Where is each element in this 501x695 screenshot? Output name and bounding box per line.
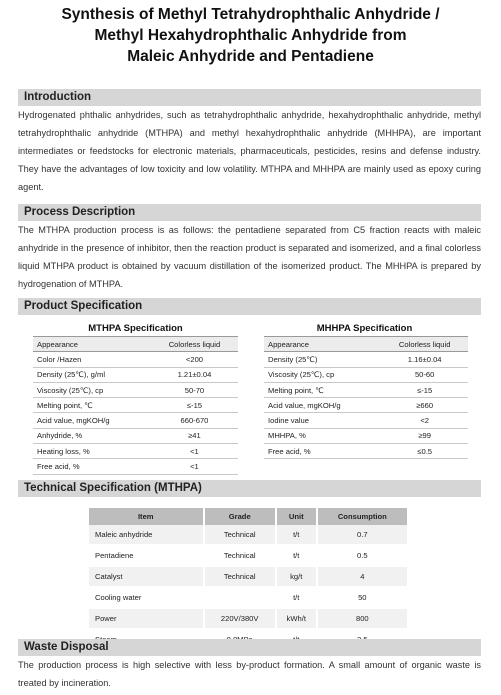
spec-row — [264, 398, 468, 413]
spec-row — [264, 382, 468, 397]
table-cell: t/t — [276, 545, 317, 566]
title-line-2: Methyl Hexahydrophthalic Anhydride from — [94, 27, 407, 44]
spec-row — [264, 367, 468, 382]
technical-spec-table — [87, 508, 407, 651]
spec-row — [264, 444, 468, 459]
waste-text: The production process is high selective with less by-product formation. A small amount of organic waste is treated by incineration. — [18, 660, 481, 688]
title-line-3: Maleic Anhydride and Pentadiene — [127, 48, 374, 65]
spec-property: Melting point, ℃ — [268, 385, 324, 395]
spec-property: Heating loss, % — [37, 446, 90, 456]
table-cell: 0.5 — [317, 545, 407, 566]
spec-row — [33, 459, 238, 474]
spec-value: 50-70 — [184, 385, 205, 395]
spec-header-row — [33, 337, 238, 352]
spec-row — [33, 367, 238, 382]
spec-value: <1 — [190, 462, 199, 472]
table-cell: Cooling water — [88, 587, 204, 608]
column-header: Unit — [276, 508, 317, 525]
spec-property: Viscosity (25℃), cp — [268, 370, 335, 380]
spec-property: MHHPA, % — [268, 431, 306, 441]
section-heading-introduction: Introduction — [18, 89, 481, 106]
table-row — [88, 525, 407, 545]
spec-value: 660-670 — [180, 416, 209, 426]
table-row — [88, 545, 407, 566]
section-heading-process: Process Description — [18, 204, 481, 221]
spec-value: 50-60 — [414, 370, 435, 380]
spec-property: Viscosity (25℃), cp — [37, 385, 104, 395]
table-cell: 220V/380V — [204, 608, 276, 629]
spec-value: <200 — [185, 354, 204, 364]
title-line-1: Synthesis of Methyl Tetrahydrophthalic Anhydride / — [61, 6, 440, 23]
table-cell: Maleic anhydride — [88, 525, 204, 545]
table-cell: Technical — [204, 566, 276, 587]
table-cell: 0.7 — [317, 525, 407, 545]
column-header: Consumption — [317, 508, 407, 525]
table-row — [88, 608, 407, 629]
table-cell: 800 — [317, 608, 407, 629]
spec-row — [33, 382, 238, 397]
mhhpa-spec-table — [264, 336, 468, 459]
section-heading-technical: Technical Specification (MTHPA) — [18, 480, 481, 497]
spec-value: ≤-15 — [186, 400, 203, 410]
spec-value: ≤-15 — [417, 385, 433, 395]
spec-value: <2 — [420, 416, 429, 426]
spec-value: 1.21±0.04 — [177, 370, 212, 380]
spec-header-value: Colorless liquid — [168, 339, 221, 349]
spec-header-row — [264, 337, 468, 352]
spec-property: Acid value, mgKOH/g — [37, 416, 110, 426]
table-cell: Technical — [204, 525, 276, 545]
spec-property: Free acid, % — [268, 446, 311, 456]
spec-value: 1.16±0.04 — [407, 354, 442, 364]
table-cell: t/t — [276, 525, 317, 545]
waste-paragraph — [18, 656, 481, 692]
spec-property: Acid value, mgKOH/g — [268, 400, 341, 410]
spec-header-property: Appearance — [37, 339, 78, 349]
table-cell: 4 — [317, 566, 407, 587]
spec-row — [33, 398, 238, 413]
spec-value: ≥41 — [188, 431, 201, 441]
spec-row — [33, 352, 238, 367]
section-heading-waste: Waste Disposal — [18, 639, 481, 656]
introduction-text: Hydrogenated phthalic anhydrides, such as tetrahydrophthalic anhydride, hexahydrophthalic anhydride, methyl tetrahydrophthalic anhydride (MTHPA) and methyl hexahydrophthalic anhydride (MHHPA), are important intermediates or feedstocks for electronic materials, pharmaceuticals, pesticides, resins and defense industry. They have the advantages of low toxicity and low volatility. MTHPA and MHHPA are mainly used as epoxy curing agent. — [18, 110, 481, 192]
column-header: Item — [88, 508, 204, 525]
spec-property: Density (25℃) — [268, 354, 318, 364]
spec-property: Color /Hazen — [37, 354, 82, 364]
table-cell: kg/t — [276, 566, 317, 587]
mthpa-spec-title: MTHPA Specification — [88, 323, 183, 334]
spec-property: Melting point, ℃ — [37, 400, 93, 410]
section-heading-product: Product Specification — [18, 298, 481, 315]
column-header: Grade — [204, 508, 276, 525]
spec-property: Iodine value — [268, 416, 309, 426]
spec-row — [33, 428, 238, 443]
spec-value: ≤0.5 — [417, 446, 433, 456]
table-cell: Power — [88, 608, 204, 629]
spec-property: Density (25℃), g/ml — [37, 370, 106, 380]
table-row — [88, 587, 407, 608]
table-cell: Pentadiene — [88, 545, 204, 566]
mthpa-spec-table — [33, 336, 238, 475]
spec-row — [264, 352, 468, 367]
table-cell: t/t — [276, 587, 317, 608]
table-row — [88, 566, 407, 587]
spec-value: <1 — [190, 446, 199, 456]
table-cell: Technical — [204, 545, 276, 566]
introduction-paragraph — [18, 106, 481, 196]
table-cell: 50 — [317, 587, 407, 608]
page-title — [0, 4, 501, 67]
process-text: The MTHPA production process is as follows: the pentadiene separated from C5 fraction reacts with maleic anhydride in the presence of inhibitor, then the reaction product is separated and isomerized, and a final colorless liquid MTHPA product is obtained by vacuum distillation of the isomerized product. The MHHPA is prepared by hydrogenation of MTHPA. — [18, 225, 481, 289]
spec-property: Anhydride, % — [37, 431, 83, 441]
spec-value: ≥99 — [418, 431, 431, 441]
spec-row — [33, 444, 238, 459]
table-cell — [204, 587, 276, 608]
spec-header-property: Appearance — [268, 339, 309, 349]
spec-property: Free acid, % — [37, 462, 80, 472]
spec-value: ≥660 — [416, 400, 434, 410]
spec-row — [264, 428, 468, 443]
spec-row — [33, 413, 238, 428]
process-paragraph — [18, 221, 481, 293]
spec-row — [264, 413, 468, 428]
table-cell: kWh/t — [276, 608, 317, 629]
spec-header-value: Colorless liquid — [398, 339, 451, 349]
mhhpa-spec-title: MHHPA Specification — [316, 323, 413, 334]
table-cell: Catalyst — [88, 566, 204, 587]
